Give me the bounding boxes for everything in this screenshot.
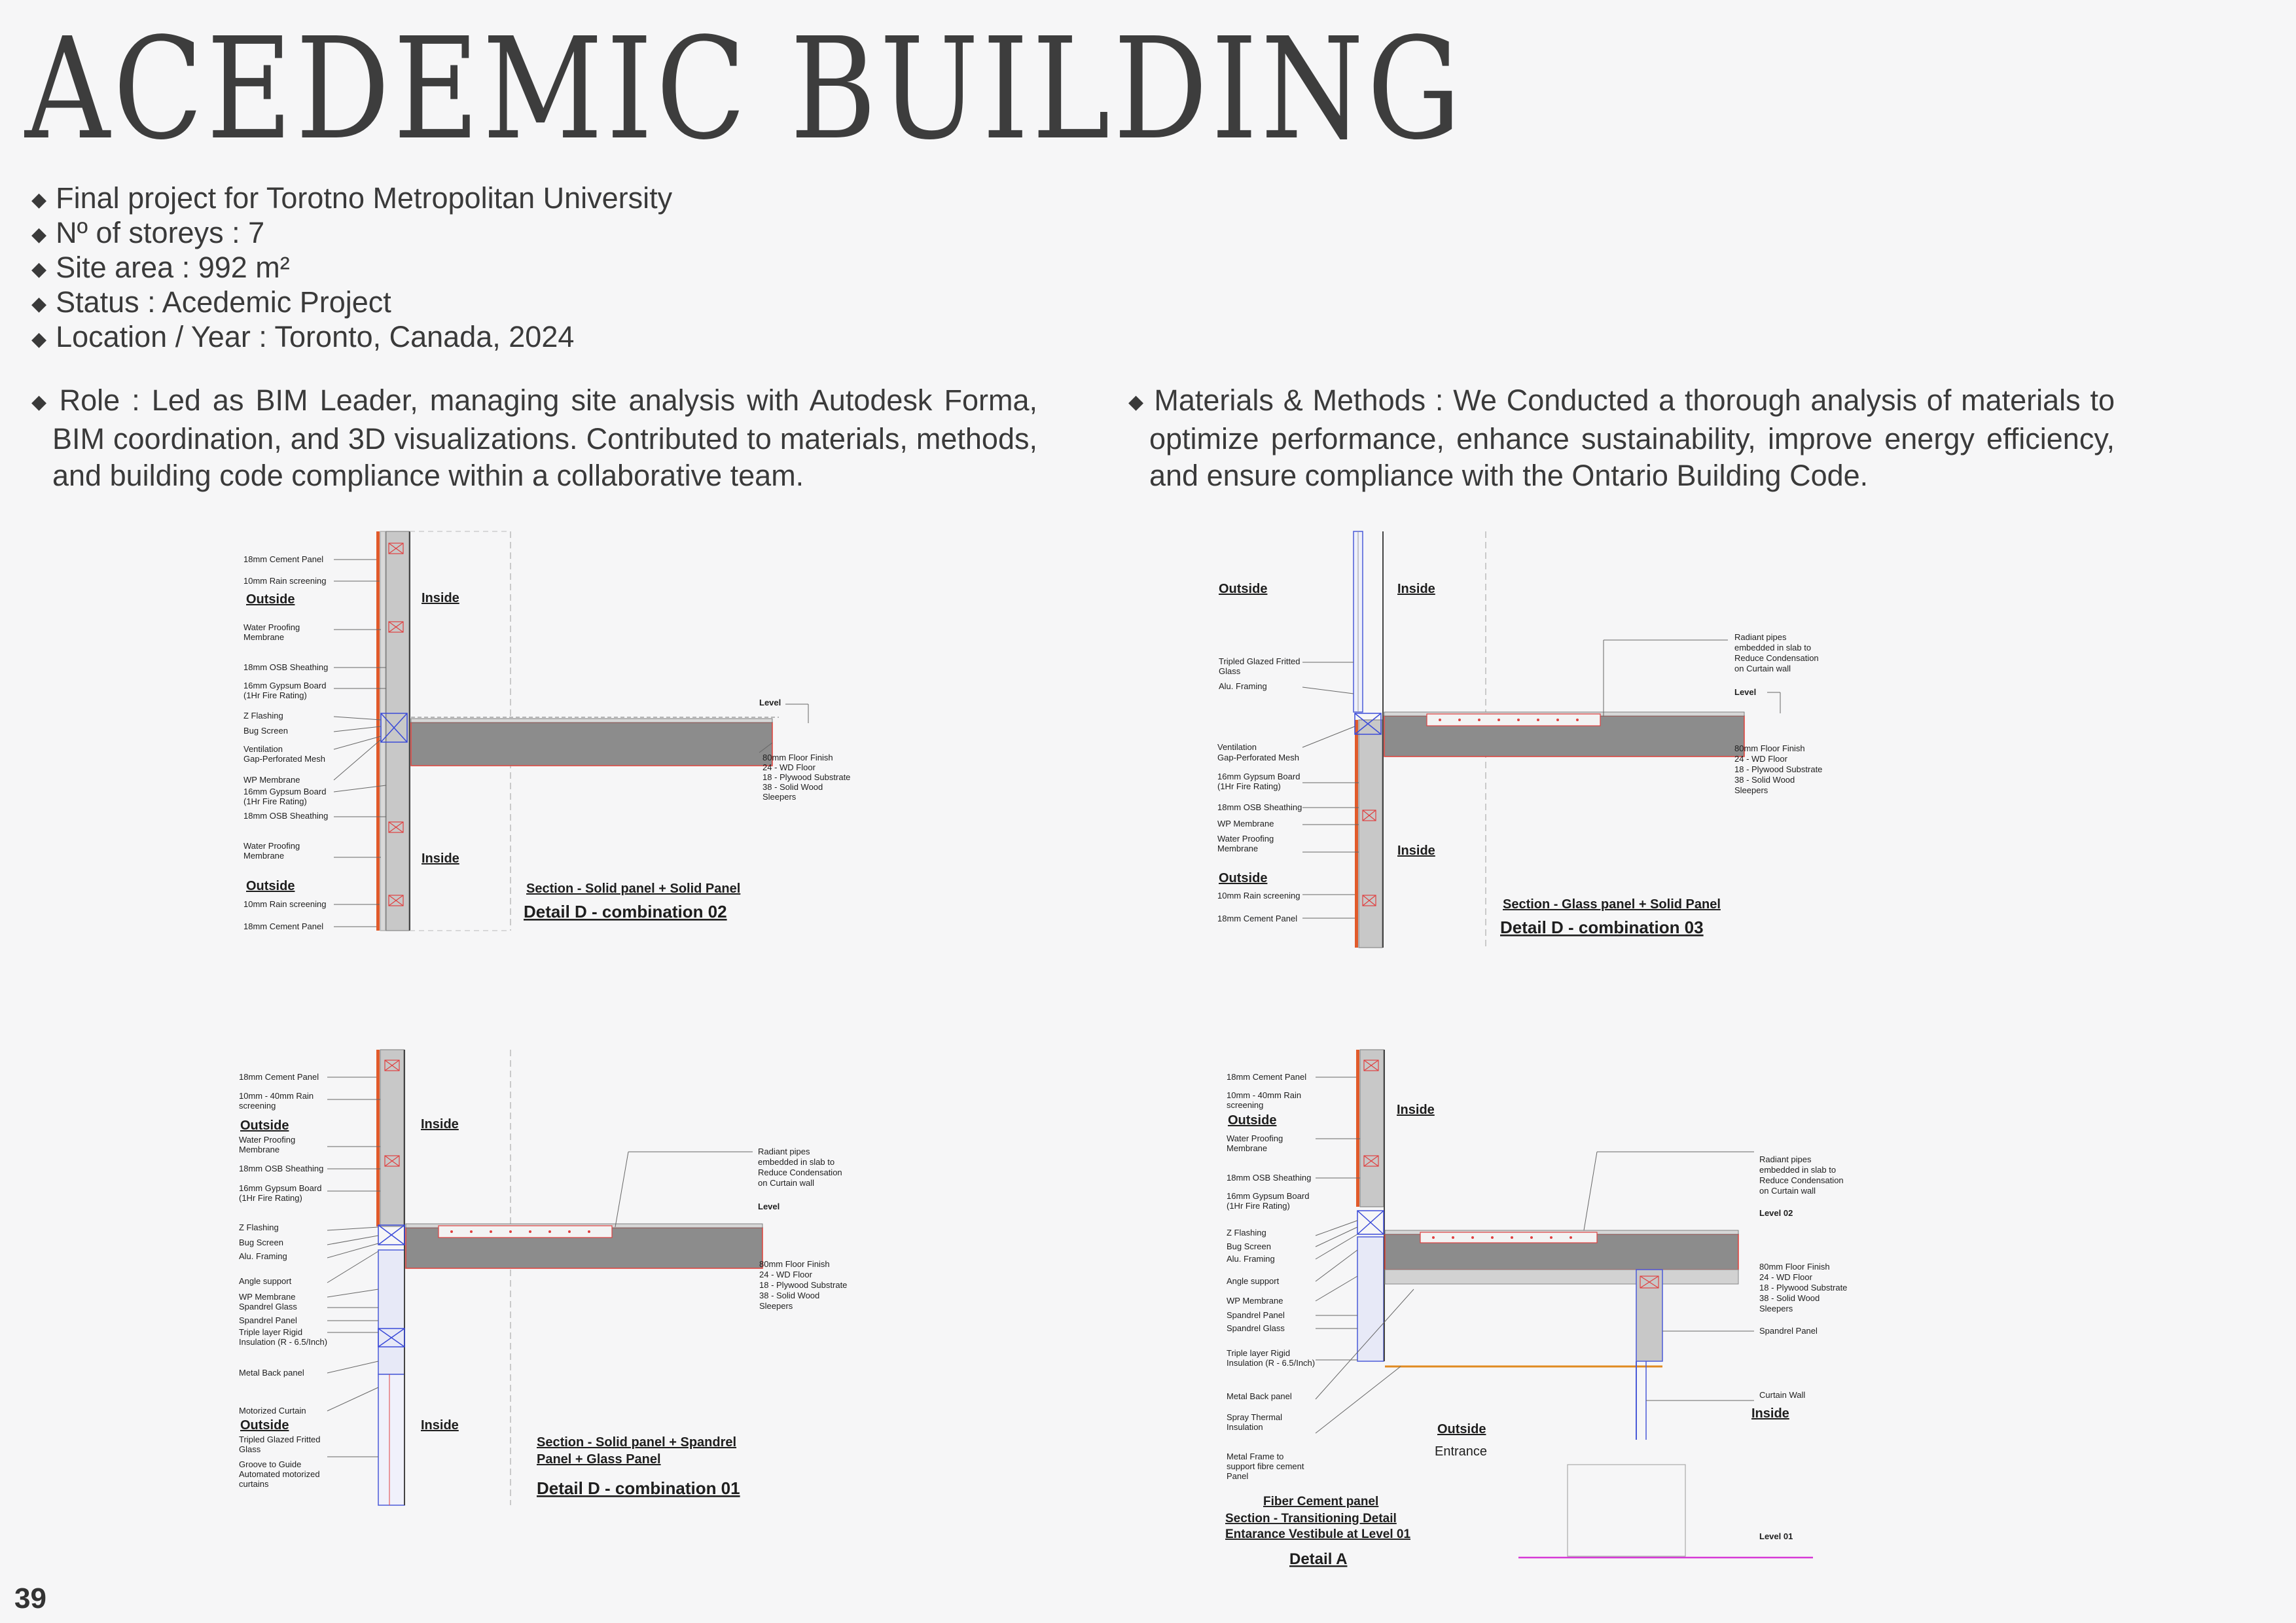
floor-layer-label: Sleepers xyxy=(1759,1304,1793,1313)
label-cement-panel: 18mm Cement Panel xyxy=(243,554,324,564)
label-z-flashing: Z Flashing xyxy=(1227,1228,1266,1238)
fact-location: ◆ Location / Year : Toronto, Canada, 2024 xyxy=(31,320,575,354)
label-rain-screening: 10mm Rain screening xyxy=(243,576,327,586)
level-marker: Level xyxy=(758,1202,780,1211)
label-osb-sheathing: 18mm OSB Sheathing xyxy=(1217,802,1302,812)
floor-layer-label: 24 - WD Floor xyxy=(1734,754,1787,764)
outside-label: Outside xyxy=(1219,582,1268,596)
level-marker: Level xyxy=(1734,687,1757,697)
label-ventilation: Ventilation xyxy=(1217,742,1257,752)
label-tripled-glazed: Tripled Glazed Fritted xyxy=(239,1435,321,1444)
radiant-label: on Curtain wall xyxy=(1734,664,1791,673)
label-tripled-glazed: Tripled Glazed Fritted xyxy=(1219,656,1300,666)
label-water-proofing: Water Proofing xyxy=(1227,1133,1283,1143)
floor-layer-label: 24 - WD Floor xyxy=(759,1270,812,1279)
label-perforated-mesh: Gap-Perforated Mesh xyxy=(243,754,326,764)
outside-label-lower: Outside xyxy=(246,879,295,893)
label-insulation-r-value: Insulation (R - 6.5/Inch) xyxy=(239,1337,328,1347)
label-rigid-insulation: Triple layer Rigid xyxy=(1227,1348,1291,1358)
diamond-bullet-icon: ◆ xyxy=(31,259,47,281)
label-cement-panel-2: 18mm Cement Panel xyxy=(243,921,324,931)
outside-label: Outside xyxy=(246,592,295,607)
level-02-marker: Level 02 xyxy=(1759,1208,1793,1218)
radiant-label: Reduce Condensation xyxy=(1759,1175,1844,1185)
detail-title: Detail A xyxy=(1289,1550,1348,1568)
label-membrane: Membrane xyxy=(243,632,285,642)
page-title: ACEDEMIC BUILDING xyxy=(25,8,1465,171)
label-z-flashing: Z Flashing xyxy=(243,711,283,721)
radiant-label: embedded in slab to xyxy=(1734,643,1812,652)
fact-site-area: ◆ Site area : 992 m² xyxy=(31,251,290,285)
label-rain-screening: 10mm - 40mm Rain xyxy=(1227,1090,1302,1100)
label-rain-screening-2: 10mm Rain screening xyxy=(243,899,327,909)
radiant-label: Radiant pipes xyxy=(1759,1154,1812,1164)
label-z-flashing: Z Flashing xyxy=(239,1222,279,1232)
outside-label: Outside xyxy=(1228,1113,1277,1128)
label-osb-sheathing: 18mm OSB Sheathing xyxy=(239,1164,324,1173)
section-caption: Entarance Vestibule at Level 01 xyxy=(1225,1527,1411,1541)
label-metal-back-panel: Metal Back panel xyxy=(1227,1391,1292,1401)
radiant-label: on Curtain wall xyxy=(758,1178,814,1188)
label-rigid-insulation: Triple layer Rigid xyxy=(239,1327,303,1337)
floor-finish-label: 80mm Floor Finish xyxy=(1759,1262,1830,1272)
label-ventilation: Ventilation xyxy=(243,744,283,754)
label-gypsum-board: 16mm Gypsum Board xyxy=(243,681,327,690)
level-marker: Level xyxy=(759,698,781,707)
project-facts xyxy=(31,182,672,356)
role-label: Role : xyxy=(59,383,140,417)
label-spandrel-glass: Spandrel Glass xyxy=(1227,1323,1285,1333)
fact-storeys: ◆ Nº of storeys : 7 xyxy=(31,216,265,250)
label-motorized-curtain: Motorized Curtain xyxy=(239,1406,306,1416)
label-water-proofing: Water Proofing xyxy=(239,1135,296,1145)
label-curtain-wall: Curtain Wall xyxy=(1759,1390,1806,1400)
label-angle-support: Angle support xyxy=(239,1276,292,1286)
label-water-proofing: Water Proofing xyxy=(243,622,300,632)
label-water-proofing: Water Proofing xyxy=(1217,834,1274,844)
outside-label-entrance: Outside xyxy=(1437,1422,1486,1436)
radiant-pipes xyxy=(439,1226,612,1238)
label-wp-membrane: WP Membrane xyxy=(1217,819,1274,829)
label-support-fibre-cement: support fibre cement xyxy=(1227,1461,1304,1471)
label-bug-screen: Bug Screen xyxy=(243,726,288,736)
label-wp-membrane: WP Membrane xyxy=(1227,1296,1283,1306)
caption-fiber-cement: Fiber Cement panel xyxy=(1263,1495,1379,1508)
section-caption: Section - Transitioning Detail xyxy=(1225,1512,1397,1525)
role-text: Led as BIM Leader, managing site analysis with Autodesk Forma, BIM coordination, and 3D visualizations. Contributed to materials, methods, and building code compliance within a collaborative team. xyxy=(52,383,1037,493)
cement-panel-layer xyxy=(1355,720,1358,948)
materials-paragraph xyxy=(1128,382,2115,494)
floor-finish-label: 80mm Floor Finish xyxy=(762,753,833,762)
label-fire-rating: (1Hr Fire Rating) xyxy=(1227,1201,1290,1211)
fact-status: ◆ Status : Acedemic Project xyxy=(31,285,391,319)
label-gypsum-board: 16mm Gypsum Board xyxy=(1217,772,1300,781)
detail-d-combination-02 xyxy=(236,524,890,942)
floor-layer-label: 38 - Solid Wood xyxy=(1734,775,1795,785)
floor-layer-label: 18 - Plywood Substrate xyxy=(1734,764,1823,774)
diamond-bullet-icon: ◆ xyxy=(31,391,50,414)
solid-wall-layers xyxy=(380,1050,404,1226)
diamond-bullet-icon: ◆ xyxy=(31,328,47,350)
label-osb-sheathing: 18mm OSB Sheathing xyxy=(243,662,329,672)
section-caption: Panel + Glass Panel xyxy=(537,1452,661,1467)
floor-layer-label: 38 - Solid Wood xyxy=(1759,1293,1820,1303)
radiant-label: embedded in slab to xyxy=(758,1157,835,1167)
label-alu-framing: Alu. Framing xyxy=(1227,1254,1275,1264)
label-wp-membrane: WP Membrane xyxy=(243,775,300,785)
diamond-bullet-icon: ◆ xyxy=(31,293,47,315)
label-bug-screen: Bug Screen xyxy=(1227,1241,1271,1251)
spandrel-panel xyxy=(1357,1237,1384,1361)
glass-panel xyxy=(378,1374,404,1505)
radiant-label: Reduce Condensation xyxy=(758,1168,842,1177)
label-membrane: Membrane xyxy=(1217,844,1259,853)
floor-layer-label: 38 - Solid Wood xyxy=(762,782,823,792)
floor-layer-label: Sleepers xyxy=(1734,785,1768,795)
section-caption: Section - Solid panel + Solid Panel xyxy=(526,882,741,896)
label-fire-rating: (1Hr Fire Rating) xyxy=(239,1193,302,1203)
inside-label: Inside xyxy=(1397,1103,1435,1117)
label-fire-rating: (1Hr Fire Rating) xyxy=(243,690,307,700)
label-cement-panel: 18mm Cement Panel xyxy=(239,1072,319,1082)
label-gypsum-board: 16mm Gypsum Board xyxy=(239,1183,322,1193)
label-spandrel-glass: Spandrel Glass xyxy=(239,1302,297,1311)
outside-label-lower: Outside xyxy=(1219,871,1268,885)
label-spray-thermal: Spray Thermal xyxy=(1227,1412,1283,1422)
label-insulation-r-value: Insulation (R - 6.5/Inch) xyxy=(1227,1358,1316,1368)
label-cement-panel: 18mm Cement Panel xyxy=(1217,914,1298,923)
diamond-bullet-icon: ◆ xyxy=(31,189,47,211)
label-wp-membrane: WP Membrane xyxy=(239,1292,296,1302)
cement-panel-layer xyxy=(376,531,380,931)
label-curtains: curtains xyxy=(239,1479,269,1489)
floor-slab xyxy=(411,722,772,766)
label-panel: Panel xyxy=(1227,1471,1249,1481)
label-spandrel-panel-right: Spandrel Panel xyxy=(1759,1326,1818,1336)
floor-layer-label: Sleepers xyxy=(759,1301,793,1311)
label-fire-rating-2: (1Hr Fire Rating) xyxy=(243,796,307,806)
detail-a xyxy=(1217,1041,1950,1577)
spray-insulation xyxy=(1385,1270,1738,1284)
diamond-bullet-icon: ◆ xyxy=(31,224,47,246)
radiant-label: on Curtain wall xyxy=(1759,1186,1816,1196)
label-membrane-2: Membrane xyxy=(243,851,285,861)
floor-finish xyxy=(411,719,772,722)
radiant-label: embedded in slab to xyxy=(1759,1165,1837,1175)
materials-label: Materials & Methods : xyxy=(1154,383,1444,417)
label-groove: Groove to Guide xyxy=(239,1459,302,1469)
label-glass: Glass xyxy=(239,1444,261,1454)
floor-layer-label: 18 - Plywood Substrate xyxy=(759,1280,848,1290)
label-osb-sheathing: 18mm OSB Sheathing xyxy=(1227,1173,1312,1183)
label-cement-panel: 18mm Cement Panel xyxy=(1227,1072,1307,1082)
label-rain-screening: 10mm - 40mm Rain xyxy=(239,1091,314,1101)
label-spandrel-panel: Spandrel Panel xyxy=(1227,1310,1285,1320)
solid-wall-layers xyxy=(1360,1050,1384,1207)
section-caption: Section - Glass panel + Solid Panel xyxy=(1503,897,1721,912)
detail-d-combination-03 xyxy=(1211,524,1905,955)
label-bug-screen: Bug Screen xyxy=(239,1238,283,1247)
page-number: 39 xyxy=(14,1582,46,1614)
label-alu-framing: Alu. Framing xyxy=(1219,681,1267,691)
fact-university: ◆ Final project for Torotno Metropolitan University xyxy=(31,181,673,215)
inside-label: Inside xyxy=(421,1117,459,1132)
outside-label-lower: Outside xyxy=(240,1418,289,1433)
floor-finish-label: 80mm Floor Finish xyxy=(759,1259,830,1269)
label-screening: screening xyxy=(1227,1100,1264,1110)
wall-insulation-layer xyxy=(1359,720,1382,948)
section-caption: Section - Solid panel + Spandrel xyxy=(537,1435,737,1450)
entrance-label: Entrance xyxy=(1435,1444,1488,1459)
floor-layer-label: 24 - WD Floor xyxy=(762,762,816,772)
detail-title: Detail D - combination 02 xyxy=(524,902,727,921)
label-alu-framing: Alu. Framing xyxy=(239,1251,287,1261)
floor-finish-label: 80mm Floor Finish xyxy=(1734,743,1805,753)
inside-label-right: Inside xyxy=(1751,1406,1789,1421)
outside-label: Outside xyxy=(240,1118,289,1133)
label-perforated-mesh: Gap-Perforated Mesh xyxy=(1217,753,1300,762)
radiant-pipes xyxy=(1427,714,1600,726)
detail-d-combination-01 xyxy=(229,1041,897,1512)
materials-text: We Conducted a thorough analysis of materials to optimize performance, enhance sustainability, improve energy efficiency, and ensure compliance with the Ontario Building Code. xyxy=(1149,383,2115,493)
radiant-label: Radiant pipes xyxy=(758,1147,810,1156)
level-01-marker: Level 01 xyxy=(1759,1531,1793,1541)
floor-layer-label: Sleepers xyxy=(762,792,797,802)
label-membrane: Membrane xyxy=(239,1145,280,1154)
label-metal-frame: Metal Frame to xyxy=(1227,1452,1284,1461)
spandrel-panel xyxy=(378,1250,404,1374)
floor-layer-label: 38 - Solid Wood xyxy=(759,1291,820,1300)
label-gypsum-board: 16mm Gypsum Board xyxy=(1227,1191,1310,1201)
label-metal-back-panel: Metal Back panel xyxy=(239,1368,304,1378)
label-angle-support: Angle support xyxy=(1227,1276,1280,1286)
radiant-label: Reduce Condensation xyxy=(1734,653,1819,663)
label-screening: screening xyxy=(239,1101,276,1111)
label-glass: Glass xyxy=(1219,666,1241,676)
detail-title: Detail D - combination 01 xyxy=(537,1478,740,1498)
radiant-label: Radiant pipes xyxy=(1734,632,1787,642)
label-spandrel-panel: Spandrel Panel xyxy=(239,1315,297,1325)
detail-title: Detail D - combination 03 xyxy=(1500,918,1704,937)
label-osb-sheathing-2: 18mm OSB Sheathing xyxy=(243,811,329,821)
floor-layer-label: 18 - Plywood Substrate xyxy=(762,772,851,782)
label-insulation: Insulation xyxy=(1227,1422,1263,1432)
inside-label: Inside xyxy=(1397,582,1435,596)
label-rain-screening: 10mm Rain screening xyxy=(1217,891,1300,901)
label-gypsum-board-2: 16mm Gypsum Board xyxy=(243,787,327,796)
floor-layer-label: 18 - Plywood Substrate xyxy=(1759,1283,1848,1293)
diamond-bullet-icon: ◆ xyxy=(1128,391,1145,414)
inside-label-lower: Inside xyxy=(1397,844,1435,858)
inside-label: Inside xyxy=(422,591,459,605)
label-fire-rating: (1Hr Fire Rating) xyxy=(1217,781,1281,791)
inside-label-lower: Inside xyxy=(422,851,459,866)
label-automated-motorized: Automated motorized xyxy=(239,1469,320,1479)
label-water-proofing-2: Water Proofing xyxy=(243,841,300,851)
label-membrane: Membrane xyxy=(1227,1143,1268,1153)
role-paragraph xyxy=(31,382,1037,494)
floor-layer-label: 24 - WD Floor xyxy=(1759,1272,1812,1282)
inside-label-lower: Inside xyxy=(421,1418,459,1433)
